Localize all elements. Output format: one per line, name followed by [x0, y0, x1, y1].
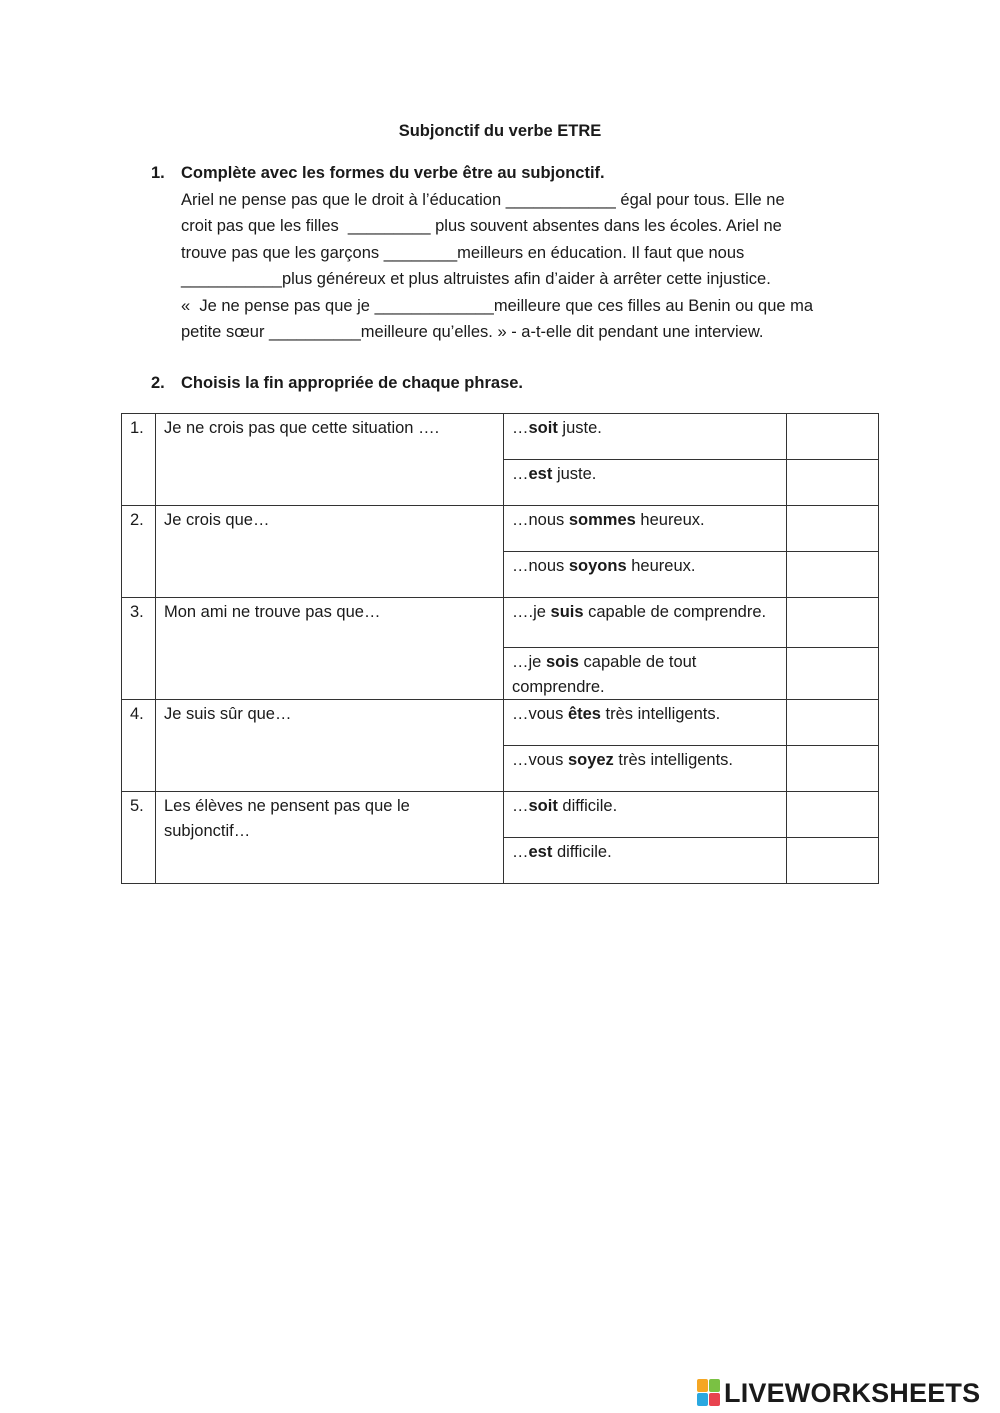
answer-box[interactable] — [787, 838, 879, 884]
answer-box[interactable] — [787, 648, 879, 700]
item-number: 4. — [122, 700, 156, 792]
sentence-ending — [504, 700, 787, 746]
liveworksheets-logo — [697, 1378, 980, 1408]
sentence-stem: Je crois que… — [156, 506, 504, 598]
text-segment: meilleure qu’elles. » - a-t-elle dit pendant une interview. — [360, 323, 764, 341]
exercise-1-instruction: Complète avec les formes du verbe être au subjonctif. — [181, 164, 605, 182]
ending-suffix: heureux. — [635, 511, 705, 529]
sentence-ending — [504, 746, 787, 792]
sentence-ending — [504, 506, 787, 552]
fill-blank[interactable]: __________ — [269, 323, 361, 341]
sentence-stem: Mon ami ne trouve pas que… — [156, 598, 504, 700]
ending-verb: soit — [528, 419, 558, 437]
item-number: 3. — [122, 598, 156, 700]
item-number: 5. — [122, 792, 156, 884]
ending-prefix: …je — [512, 653, 546, 671]
item-number: 2. — [122, 506, 156, 598]
ending-verb: suis — [550, 603, 584, 621]
sentence-ending — [504, 460, 787, 506]
answer-box[interactable] — [787, 700, 879, 746]
ending-suffix: juste. — [552, 465, 597, 483]
ending-suffix: capable de tout comprendre. — [512, 653, 697, 696]
sentence-ending — [504, 552, 787, 598]
exercise-1 — [151, 160, 891, 346]
answer-box[interactable] — [787, 506, 879, 552]
answer-box[interactable] — [787, 460, 879, 506]
exercise-1-text — [181, 187, 891, 346]
ending-suffix: capable de comprendre. — [583, 603, 767, 621]
table-row — [122, 792, 879, 838]
exercise-1-heading — [151, 160, 891, 187]
item-number: 1. — [122, 414, 156, 506]
ending-verb: soyez — [567, 751, 614, 769]
sentence-stem: Les élèves ne pensent pas que le subjonctif… — [156, 792, 504, 884]
ending-prefix: … — [512, 419, 529, 437]
sentence-ending — [504, 838, 787, 884]
ending-verb: soyons — [568, 557, 627, 575]
sentence-ending — [504, 792, 787, 838]
text-segment: trouve pas que les garçons — [181, 243, 384, 262]
sentence-ending — [504, 648, 787, 700]
text-line — [181, 213, 891, 240]
ending-suffix: difficile. — [557, 797, 618, 815]
fill-blank[interactable]: _________ — [347, 217, 431, 235]
exercise-1-number: 1. — [151, 164, 165, 182]
matching-table — [121, 413, 879, 884]
fill-blank[interactable]: ________ — [383, 243, 458, 262]
table-row — [122, 700, 879, 746]
ending-verb: êtes — [567, 705, 601, 723]
ending-suffix: heureux. — [626, 557, 696, 575]
ending-verb: sois — [545, 653, 579, 671]
exercise-2 — [151, 370, 891, 397]
text-segment: croit pas que les filles — [181, 217, 348, 235]
ending-suffix: difficile. — [552, 843, 612, 861]
ending-prefix: ….je — [512, 603, 551, 621]
exercise-2-heading — [151, 370, 891, 397]
ending-suffix: très intelligents. — [613, 751, 734, 769]
sentence-stem: Je suis sûr que… — [156, 700, 504, 792]
ending-prefix: … — [512, 843, 529, 861]
ending-prefix: …vous — [512, 705, 568, 723]
text-segment: égal pour tous. Elle ne — [615, 190, 785, 209]
text-line — [181, 187, 891, 214]
answer-box[interactable] — [787, 552, 879, 598]
text-segment: « Je ne pense pas que je — [181, 296, 375, 315]
table-row — [122, 414, 879, 460]
ending-suffix: très intelligents. — [600, 705, 721, 723]
answer-box[interactable] — [787, 792, 879, 838]
sentence-ending — [504, 598, 787, 648]
sentence-ending — [504, 414, 787, 460]
ending-prefix: … — [512, 465, 529, 483]
text-line — [181, 240, 891, 267]
text-line — [181, 266, 891, 293]
exercise-2-instruction: Choisis la fin appropriée de chaque phrase. — [181, 374, 524, 392]
answer-box[interactable] — [787, 746, 879, 792]
ending-verb: est — [528, 843, 553, 861]
page-title: Subjonctif du verbe ETRE — [398, 122, 602, 140]
ending-prefix: … — [512, 797, 529, 815]
text-segment: plus généreux et plus altruistes afin d’aider à arrêter cette injustice. — [281, 270, 771, 288]
text-line — [181, 293, 891, 320]
text-segment: petite sœur — [181, 323, 270, 341]
exercise-2-number: 2. — [151, 374, 165, 392]
ending-prefix: …nous — [512, 511, 569, 529]
fill-blank[interactable]: ___________ — [181, 270, 282, 288]
table-row — [122, 598, 879, 648]
ending-verb: soit — [528, 797, 558, 815]
text-segment: meilleurs en éducation. Il faut que nous — [457, 243, 745, 262]
answer-box[interactable] — [787, 598, 879, 648]
text-line — [181, 319, 891, 346]
ending-verb: sommes — [568, 511, 636, 529]
ending-verb: est — [528, 465, 553, 483]
logo-text: LIVEWORKSHEETS — [724, 1378, 981, 1408]
text-segment: plus souvent absentes dans les écoles. Ariel ne — [430, 217, 782, 235]
fill-blank[interactable]: ____________ — [505, 190, 616, 209]
text-segment: Ariel ne pense pas que le droit à l’éducation — [181, 190, 506, 209]
text-segment: meilleure que ces filles au Benin ou que ma — [493, 296, 814, 315]
ending-suffix: juste. — [557, 419, 602, 437]
answer-box[interactable] — [787, 414, 879, 460]
ending-prefix: …vous — [512, 751, 568, 769]
table-row — [122, 506, 879, 552]
sentence-stem: Je ne crois pas que cette situation …. — [156, 414, 504, 506]
fill-blank[interactable]: _____________ — [374, 296, 494, 315]
liveworksheets-logo-icon — [697, 1379, 721, 1407]
ending-prefix: …nous — [512, 557, 569, 575]
